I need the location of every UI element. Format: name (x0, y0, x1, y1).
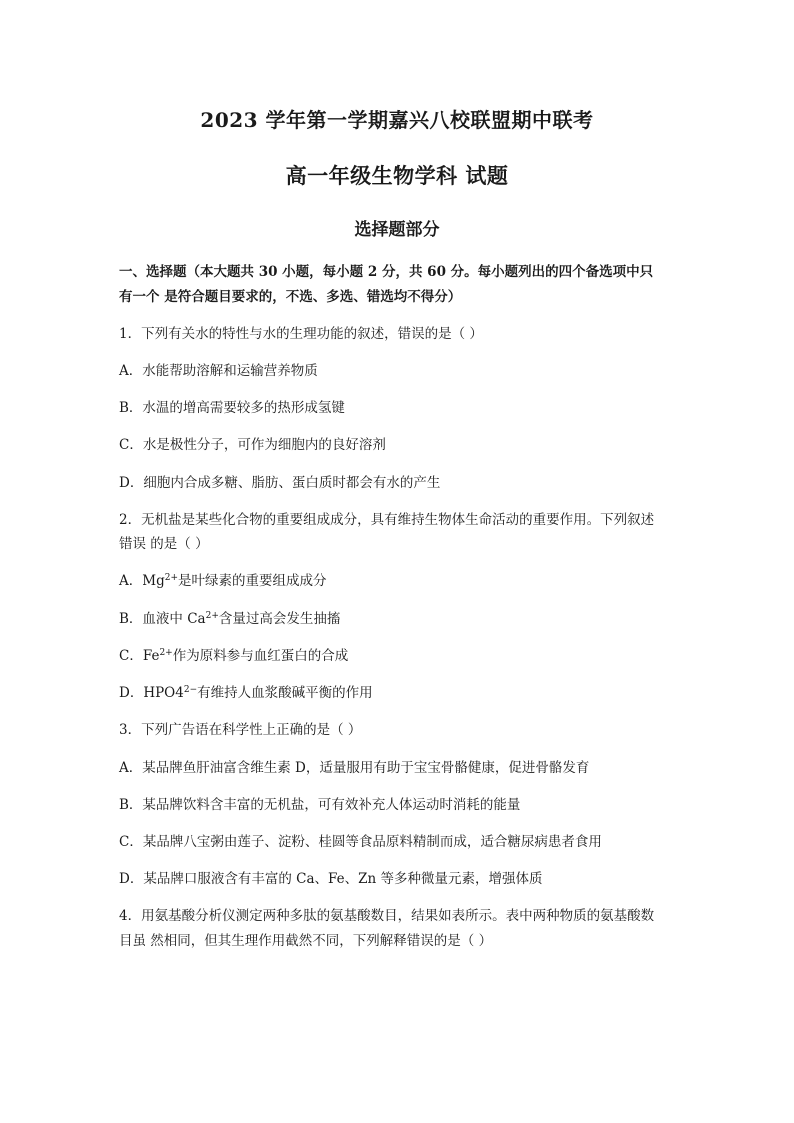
option-a-prefix: A．Mg (119, 573, 165, 589)
question-3-option-a: A．某品牌鱼肝油富含维生素 D，适量服用有助于宝宝骨骼健康，促进骨骼发育 (119, 760, 590, 776)
option-d-prefix: D．HPO (119, 685, 176, 701)
question-3-option-c: C．某品牌八宝粥由莲子、淀粉、桂圆等食品原料精制而成，适合糖尿病患者食用 (119, 834, 602, 850)
option-c-prefix: C．Fe (119, 648, 160, 664)
question-4-stem-line1: 4．用氨基酸分析仪测定两种多肽的氨基酸数目，结果如表所示。表中两种物质的氨基酸数 (119, 908, 655, 924)
question-2-option-b (119, 607, 659, 632)
option-d-charge: 2− (183, 685, 198, 695)
option-b-text: 含量过高会发生抽搐 (218, 611, 341, 627)
section-instruction-line1: 一、选择题（本大题共 30 小题，每小题 2 分，共 60 分。每小题列出的四个备选项中只 (119, 264, 654, 280)
question-3-stem: 3．下列广告语在科学性上正确的是（ ） (119, 722, 362, 738)
option-b-charge: 2+ (205, 611, 219, 621)
part-heading: 选择题部分 (354, 220, 440, 240)
section-instruction-line2: 有一个 是符合题目要求的，不选、多选、错选均不得分） (119, 289, 462, 305)
option-a-charge: 2+ (164, 573, 178, 583)
question-1-stem: 1．下列有关水的特性与水的生理功能的叙述，错误的是（ ） (119, 326, 483, 342)
option-b-prefix: B．血液中 Ca (119, 611, 206, 627)
question-1-option-d: D．细胞内合成多糖、脂肪、蛋白质时都会有水的产生 (119, 475, 441, 491)
question-1-option-b: B．水温的增高需要较多的热形成氢键 (119, 400, 345, 416)
option-d-subscript: 4 (175, 685, 184, 701)
option-a-text: 是叶绿素的重要组成成分 (178, 573, 327, 589)
question-2-stem-line1: 2．无机盐是某些化合物的重要组成成分，具有维持生物体生命活动的重要作用。下列叙述 (119, 512, 655, 528)
question-3-option-b: B．某品牌饮料含丰富的无机盐，可有效补充人体运动时消耗的能量 (119, 797, 521, 813)
question-3-option-d: D．某品牌口服液含有丰富的 Ca、Fe、Zn 等多种微量元素，增强体质 (119, 871, 543, 887)
exam-title: 2023 学年第一学期嘉兴八校联盟期中联考 (200, 108, 594, 132)
option-c-text: 作为原料参与血红蛋白的合成 (172, 648, 349, 664)
exam-subtitle: 高一年级生物学科 试题 (285, 163, 509, 188)
option-d-text: 有维持人血浆酸碱平衡的作用 (197, 685, 373, 701)
question-2-option-c (119, 644, 659, 669)
option-c-charge: 2+ (159, 648, 173, 658)
question-2-stem-line2: 错误 的是（ ） (119, 536, 209, 552)
question-4-stem-line2: 目虽 然相同，但其生理作用截然不同，下列解释错误的是（ ） (119, 933, 493, 949)
question-2-option-d (119, 681, 659, 706)
question-1-option-c: C．水是极性分子，可作为细胞内的良好溶剂 (119, 437, 386, 453)
question-2-option-a (119, 569, 659, 594)
question-1-option-a: A．水能帮助溶解和运输营养物质 (119, 363, 318, 379)
